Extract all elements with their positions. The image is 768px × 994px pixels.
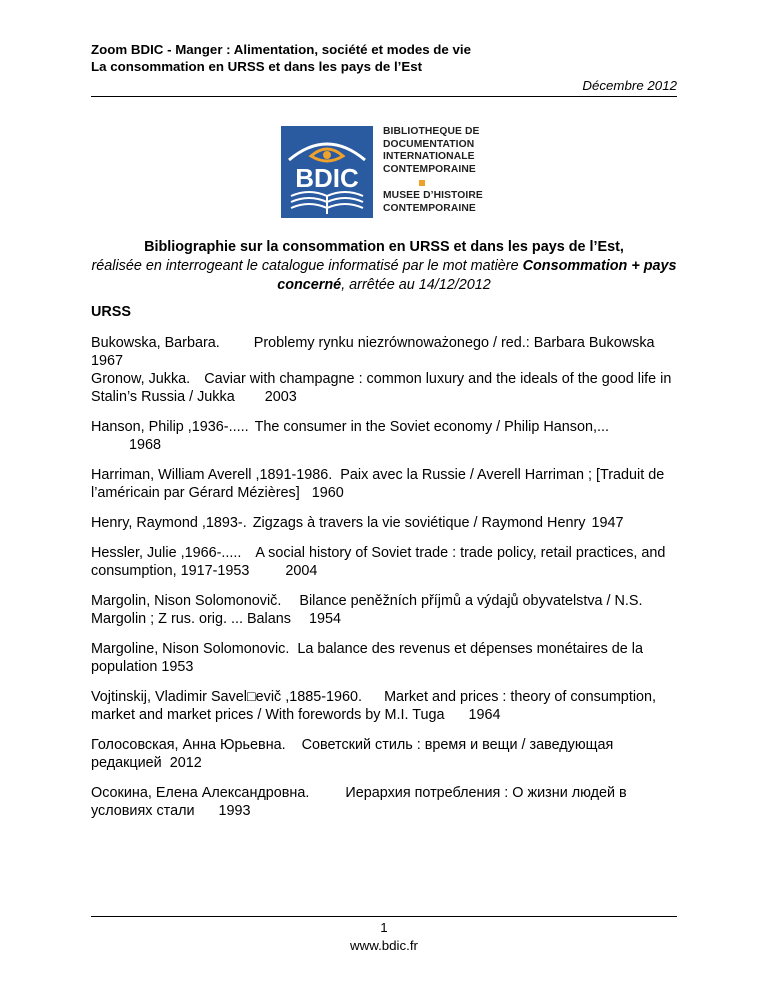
entry-title: A social history of Soviet trade : trade policy, retail practices, and consumption, 1917-1953 bbox=[91, 545, 666, 579]
list-item bbox=[91, 514, 681, 532]
entry-title: Problemy rynku niezrównoważonego / red.: Barbara Bukowska bbox=[253, 335, 655, 351]
header-title: Zoom BDIC - Manger : Alimentation, société et modes de vie bbox=[91, 42, 472, 57]
header-date: Décembre 2012 bbox=[582, 78, 677, 93]
entry-title: Иерархия потребления : О жизни людей в условиях стали bbox=[91, 785, 627, 819]
entry-author: Harriman, William Averell ,1891-1986. bbox=[91, 467, 333, 483]
list-item bbox=[91, 688, 681, 724]
entry-title: Paix avec la Russie / Averell Harriman ; [Traduit de l’américain par Gérard Mézières] bbox=[91, 467, 665, 501]
entry-year: 1954 bbox=[308, 611, 341, 627]
title-sub-date: , arrêtée au 14/12/2012 bbox=[341, 277, 491, 293]
entry-year: 1953 bbox=[161, 659, 194, 675]
entry-author: Margolin, Nison Solomonovič. bbox=[91, 593, 282, 609]
entry-title: Market and prices : theory of consumption, market and market prices / With forewords by M.I. Tuga bbox=[91, 689, 657, 723]
entry-title: Советский стиль : время и вещи / заведующая редакцией bbox=[91, 737, 614, 771]
eye-book-icon bbox=[281, 126, 373, 218]
bibliography-title bbox=[60, 238, 708, 295]
title-subtitle bbox=[60, 257, 708, 295]
svg-text:BDIC: BDIC bbox=[295, 163, 359, 193]
logo-line: INTERNATIONALE bbox=[383, 151, 475, 163]
list-item bbox=[91, 466, 681, 502]
entry-author: Gronow, Jukka. bbox=[91, 371, 191, 387]
entry-year: 1968 bbox=[129, 437, 162, 453]
footer-divider bbox=[91, 916, 677, 917]
bdic-logo-text bbox=[383, 126, 483, 216]
entry-author: Bukowska, Barbara. bbox=[91, 335, 220, 351]
entry-year: 1993 bbox=[218, 803, 251, 819]
list-item bbox=[91, 334, 681, 370]
entry-author: Henry, Raymond ,1893-. bbox=[91, 515, 247, 531]
entry-year: 2003 bbox=[264, 389, 297, 405]
list-item bbox=[91, 784, 681, 820]
title-sub-text: réalisée en interrogeant le catalogue informatisé par le mot matière bbox=[91, 258, 523, 274]
logo-line: BIBLIOTHEQUE DE bbox=[383, 126, 480, 137]
entry-year: 1960 bbox=[311, 485, 344, 501]
title-main: Bibliographie sur la consommation en URSS et dans les pays de l’Est, bbox=[144, 239, 624, 255]
logo-line: MUSEE D’HISTOIRE bbox=[383, 190, 483, 202]
bdic-logo-mark bbox=[281, 126, 373, 218]
entry-author: Голосовская, Анна Юрьевна. bbox=[91, 737, 286, 753]
header-subtitle: La consommation en URSS et dans les pays de l’Est bbox=[91, 59, 423, 74]
bdic-logo bbox=[281, 126, 511, 222]
entry-author: Hessler, Julie ,1966-..... bbox=[91, 545, 242, 561]
entry-title: Caviar with champagne : common luxury and the ideals of the good life in Stalin’s Russia / Jukka bbox=[91, 371, 672, 405]
entry-title: Bilance peněžních příjmů a výdajů obyvatelstva / N.S. Margolin ; Z rus. orig. ... Balans bbox=[91, 593, 643, 627]
logo-line: DOCUMENTATION bbox=[383, 138, 475, 150]
logo-accent-square bbox=[419, 180, 425, 186]
header-divider bbox=[91, 96, 677, 97]
entry-title: The consumer in the Soviet economy / Philip Hanson,... bbox=[254, 419, 609, 435]
entry-title: La balance des revenus et dépenses monétaires de la population bbox=[91, 641, 643, 675]
logo-line: CONTEMPORAINE bbox=[383, 202, 476, 214]
entry-year: 2004 bbox=[285, 563, 318, 579]
entry-year: 1947 bbox=[591, 515, 624, 531]
entry-author: Margoline, Nison Solomonovic. bbox=[91, 641, 290, 657]
list-item bbox=[91, 418, 681, 454]
section-heading: URSS bbox=[91, 304, 131, 320]
title-sub-keyword: Consommation + pays concerné bbox=[277, 258, 677, 293]
logo-line: CONTEMPORAINE bbox=[383, 163, 476, 175]
list-item bbox=[91, 370, 681, 406]
entry-author: Осокина, Елена Александровна. bbox=[91, 785, 310, 801]
list-item bbox=[91, 640, 681, 676]
list-item bbox=[91, 592, 681, 628]
list-item bbox=[91, 736, 681, 772]
bibliography-list bbox=[91, 334, 681, 832]
entry-year: 1964 bbox=[468, 707, 501, 723]
entry-year: 1967 bbox=[91, 353, 124, 369]
footer-website: www.bdic.fr bbox=[350, 938, 418, 953]
entry-year: 2012 bbox=[169, 755, 202, 771]
page-number: 1 bbox=[380, 920, 388, 935]
entry-author: Hanson, Philip ,1936-..... bbox=[91, 419, 249, 435]
entry-author: Vojtinskij, Vladimir Savel□evič ,1885-1960. bbox=[91, 689, 363, 705]
entry-title: Zigzags à travers la vie soviétique / Raymond Henry bbox=[252, 515, 586, 531]
list-item bbox=[91, 544, 681, 580]
